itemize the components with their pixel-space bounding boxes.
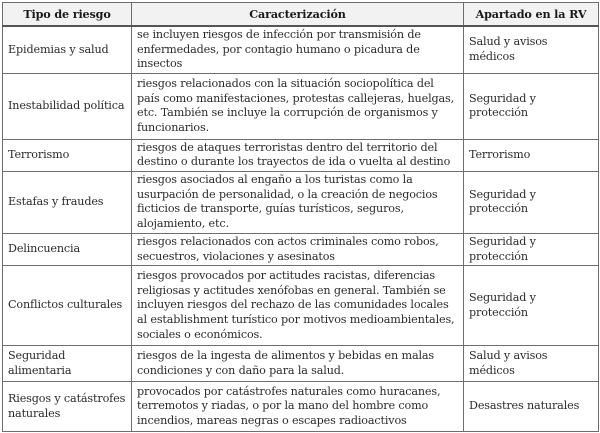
table-row xyxy=(3,73,599,139)
rv-section-cell: Seguridad y protección xyxy=(464,233,599,265)
header-section: Apartado en la RV xyxy=(464,3,599,27)
risk-type-cell: Conflictos culturales xyxy=(3,266,132,346)
risk-description-cell: provocados por catástrofes naturales como huracanes, terremotos y riadas, o por la mano del hombre como incendios, mareas negras o escapes radioactivos xyxy=(132,382,464,432)
table-header xyxy=(3,3,599,27)
risk-type-cell: Epidemias y salud xyxy=(3,26,132,73)
risk-type-cell: Delincuencia xyxy=(3,233,132,265)
rv-section-cell: Salud y avisos médicos xyxy=(464,346,599,382)
risk-description-cell: riesgos relacionados con la situación sociopolítica del país como manifestaciones, protestas callejeras, huelgas, etc. También se incluye la corrupción de organismos y funcionarios. xyxy=(132,73,464,139)
rv-section-cell: Desastres naturales xyxy=(464,382,599,432)
risk-type-cell: Riesgos y catástrofes naturales xyxy=(3,382,132,432)
table-body xyxy=(3,26,599,432)
risk-description-cell: se incluyen riesgos de infección por transmisión de enfermedades, por contagio humano o picadura de insectos xyxy=(132,26,464,73)
rv-section-cell: Salud y avisos médicos xyxy=(464,26,599,73)
header-description: Caracterización xyxy=(132,3,464,27)
risk-type-cell: Seguridad alimentaria xyxy=(3,346,132,382)
risk-type-cell: Terrorismo xyxy=(3,139,132,171)
rv-section-cell: Seguridad y protección xyxy=(464,171,599,233)
table-row xyxy=(3,26,599,73)
risk-description-cell: riesgos de la ingesta de alimentos y bebidas en malas condiciones y con daño para la salud. xyxy=(132,346,464,382)
risk-type-cell: Inestabilidad política xyxy=(3,73,132,139)
risk-description-cell: riesgos provocados por actitudes racistas, diferencias religiosas y actitudes xenófobas en general. También se incluyen riesgos del rechazo de las comunidades locales al establishment turístico por motivos medioambientales, sociales o económicos. xyxy=(132,266,464,346)
header-row xyxy=(3,3,599,27)
header-type: Tipo de riesgo xyxy=(3,3,132,27)
risk-description-cell: riesgos asociados al engaño a los turistas como la usurpación de personalidad, o la creación de negocios ficticios de transporte, guías turísticos, seguros, alojamiento, etc. xyxy=(132,171,464,233)
risk-description-cell: riesgos de ataques terroristas dentro del territorio del destino o durante los trayectos de ida o vuelta al destino xyxy=(132,139,464,171)
risk-type-cell: Estafas y fraudes xyxy=(3,171,132,233)
rv-section-cell: Terrorismo xyxy=(464,139,599,171)
table-row xyxy=(3,266,599,346)
table-row xyxy=(3,346,599,382)
risk-classification-table xyxy=(2,2,599,432)
rv-section-cell: Seguridad y protección xyxy=(464,266,599,346)
table-row xyxy=(3,233,599,265)
risk-description-cell: riesgos relacionados con actos criminales como robos, secuestros, violaciones y asesinatos xyxy=(132,233,464,265)
table-row xyxy=(3,171,599,233)
table-row xyxy=(3,382,599,432)
table-row xyxy=(3,139,599,171)
rv-section-cell: Seguridad y protección xyxy=(464,73,599,139)
